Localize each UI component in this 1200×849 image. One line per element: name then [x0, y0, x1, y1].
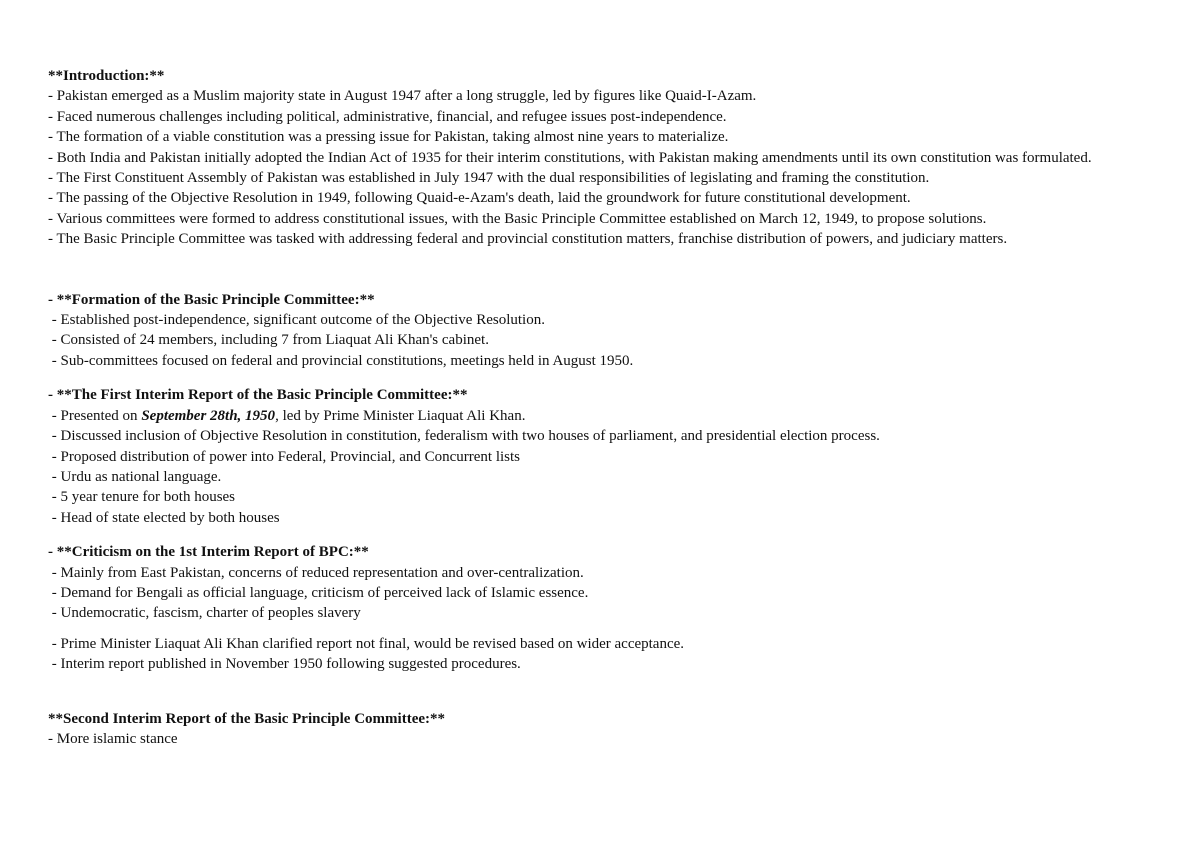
intro-line: - The Basic Principle Committee was tasked with addressing federal and provincial constitution matters, franchise distribution of powers, and judiciary matters. [48, 231, 1008, 248]
criticism-heading: - **Criticism on the 1st Interim Report of BPC:** [48, 544, 369, 561]
formation-line: - Consisted of 24 members, including 7 from Liaquat Ali Khan's cabinet. [48, 332, 489, 349]
intro-line: - Faced numerous challenges including political, administrative, financial, and refugee issues post-independence. [48, 108, 727, 125]
intro-line: - Pakistan emerged as a Muslim majority state in August 1947 after a long struggle, led by figures like Quaid-I-Azam. [48, 88, 757, 105]
document-page [48, 66, 1158, 749]
presented-prefix: - Presented on [48, 407, 142, 424]
section-spacer [48, 371, 1158, 385]
criticism-followup-line: - Prime Minister Liaquat Ali Khan clarified report not final, would be revised based on wider acceptance. [48, 635, 685, 652]
formation-line: - Established post-independence, significant outcome of the Objective Resolution. [48, 312, 545, 329]
first-report-line: - 5 year tenure for both houses [48, 489, 236, 506]
intro-line: - The passing of the Objective Resolution in 1949, following Quaid-e-Azam's death, laid the groundwork for future constitutional development. [48, 190, 911, 207]
intro-line: - The First Constituent Assembly of Pakistan was established in July 1947 with the dual responsibilities of legislating and framing the constitution. [48, 170, 930, 187]
first-report-line: - Head of state elected by both houses [48, 509, 280, 526]
formation-heading: - **Formation of the Basic Principle Committee:** [48, 291, 375, 308]
presented-date: September 28th, 1950 [141, 407, 276, 424]
first-report-line: - Proposed distribution of power into Federal, Provincial, and Concurrent lists [48, 448, 521, 465]
intro-heading: **Introduction:** [48, 68, 165, 84]
first-report-presented-line [48, 406, 1158, 426]
criticism-followup-line: - Interim report published in November 1950 following suggested procedures. [48, 656, 521, 673]
first-report-line: - Discussed inclusion of Objective Resolution in constitution, federalism with two houses of parliament, and presidential election process. [48, 428, 880, 445]
second-report-heading: **Second Interim Report of the Basic Principle Committee:** [48, 710, 446, 727]
section-spacer [48, 624, 1158, 634]
section-spacer [48, 675, 1158, 709]
second-report-line: - More islamic stance [48, 730, 178, 747]
first-report-heading: - **The First Interim Report of the Basic Principle Committee:** [48, 387, 468, 404]
criticism-line: - Demand for Bengali as official language, criticism of perceived lack of Islamic essence. [48, 584, 589, 601]
intro-line: - Various committees were formed to address constitutional issues, with the Basic Principle Committee established on March 12, 1949, to propose solutions. [48, 210, 987, 227]
section-spacer [48, 528, 1158, 542]
criticism-line: - Undemocratic, fascism, charter of peoples slavery [48, 605, 361, 622]
formation-line: - Sub-committees focused on federal and provincial constitutions, meetings held in August 1950. [48, 352, 634, 369]
first-report-line: - Urdu as national language. [48, 468, 222, 485]
intro-line: - The formation of a viable constitution was a pressing issue for Pakistan, taking almost nine years to materialize. [48, 129, 729, 146]
presented-suffix: , led by Prime Minister Liaquat Ali Khan. [275, 407, 526, 424]
section-spacer [48, 250, 1158, 290]
criticism-line: - Mainly from East Pakistan, concerns of reduced representation and over-centralization. [48, 564, 584, 581]
intro-line: - Both India and Pakistan initially adopted the Indian Act of 1935 for their interim constitutions, with Pakistan making amendments until its own constitution was formulated. [48, 149, 1092, 166]
